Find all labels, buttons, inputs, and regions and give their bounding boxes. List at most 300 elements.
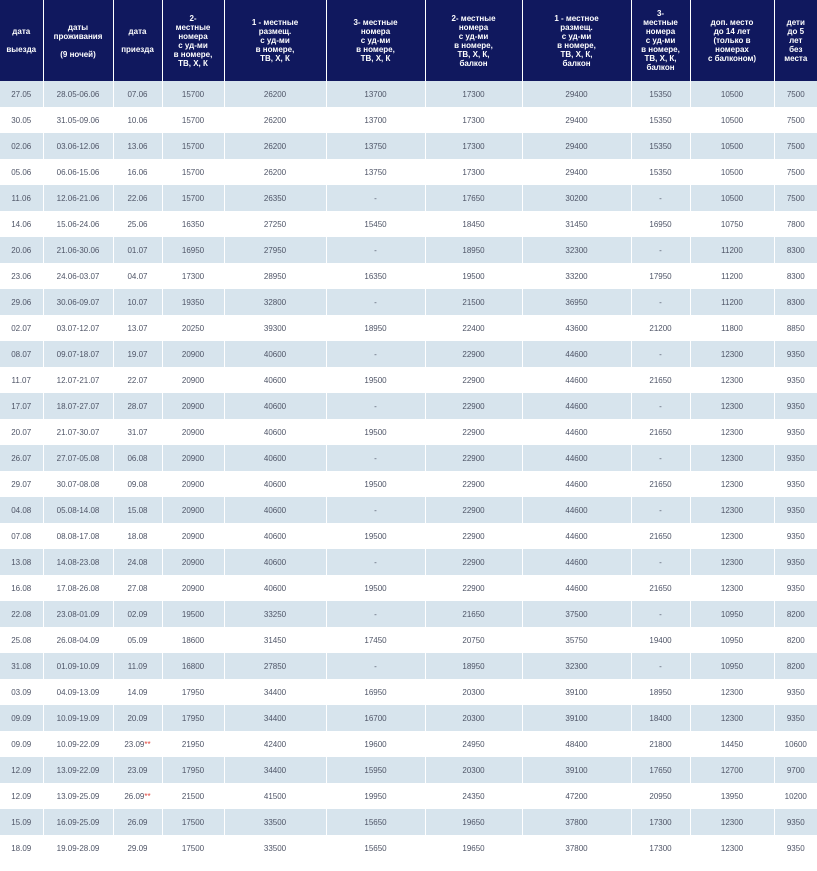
cell-value: 13.09-22.09 — [56, 765, 100, 775]
table-cell — [690, 81, 774, 107]
cell-value: 07.08 — [11, 531, 32, 541]
table-cell — [774, 211, 817, 237]
cell-value: 18.07-27.07 — [56, 401, 100, 411]
cell-value: - — [659, 505, 662, 515]
cell-value: 17300 — [462, 115, 485, 125]
cell-value: 23.09 — [124, 739, 145, 749]
cell-value: 12300 — [720, 817, 744, 827]
table-cell — [425, 731, 522, 757]
cell-value: 21200 — [649, 323, 672, 333]
table-cell — [522, 289, 631, 315]
cell-value: 19500 — [364, 583, 387, 593]
cell-value: 15950 — [364, 765, 387, 775]
cell-value: 18950 — [462, 245, 485, 255]
table-cell — [774, 289, 817, 315]
table-cell — [43, 315, 113, 341]
cell-value: 10950 — [720, 661, 744, 671]
cell-value: 25.06 — [127, 219, 148, 229]
cell-value: 27950 — [263, 245, 287, 255]
table-cell — [0, 315, 43, 341]
table-cell — [0, 81, 43, 107]
table-cell — [326, 107, 425, 133]
table-cell — [224, 289, 326, 315]
cell-value: 12300 — [720, 713, 744, 723]
cell-value: 13.08 — [11, 557, 32, 567]
cell-value: 20750 — [462, 635, 485, 645]
cell-value: 44600 — [565, 479, 588, 489]
table-cell — [326, 523, 425, 549]
cell-value: 42400 — [263, 739, 287, 749]
table-cell — [326, 601, 425, 627]
cell-value: 13.07 — [127, 323, 148, 333]
table-cell — [774, 81, 817, 107]
cell-value: 01.09-10.09 — [56, 661, 100, 671]
table-cell — [690, 445, 774, 471]
cell-value: 20.06 — [11, 245, 32, 255]
cell-value: 44600 — [565, 583, 588, 593]
table-cell — [690, 653, 774, 679]
cell-value: 21650 — [649, 531, 672, 541]
cell-value: 22900 — [462, 583, 485, 593]
table-cell — [113, 367, 162, 393]
cell-value: 13700 — [364, 89, 387, 99]
cell-value: 40600 — [263, 427, 287, 437]
cell-value: 17950 — [181, 687, 205, 697]
table-cell — [774, 679, 817, 705]
cell-value: 10950 — [720, 609, 744, 619]
table-cell — [522, 471, 631, 497]
cell-value: 31450 — [263, 635, 287, 645]
cell-value: 12300 — [720, 557, 744, 567]
table-cell — [522, 575, 631, 601]
table-cell — [522, 211, 631, 237]
cell-value: 08.08-17.08 — [56, 531, 100, 541]
cell-value: - — [374, 401, 377, 411]
cell-value: 19600 — [364, 739, 387, 749]
table-cell — [425, 835, 522, 861]
cell-value: 15700 — [181, 141, 205, 151]
cell-value: 12300 — [720, 427, 744, 437]
table-row — [0, 705, 817, 731]
cell-value: 18600 — [181, 635, 205, 645]
cell-value: 27.05 — [11, 89, 32, 99]
table-cell — [0, 289, 43, 315]
cell-value: 22900 — [462, 427, 485, 437]
table-cell — [425, 159, 522, 185]
table-cell — [0, 627, 43, 653]
cell-value: 16.06 — [127, 167, 148, 177]
table-cell — [774, 315, 817, 341]
cell-value: 15350 — [649, 115, 672, 125]
table-cell — [690, 393, 774, 419]
cell-value: 32800 — [263, 297, 287, 307]
table-cell — [690, 627, 774, 653]
cell-value: 12300 — [720, 687, 744, 697]
table-cell — [113, 523, 162, 549]
table-cell — [631, 497, 690, 523]
cell-value: 23.06 — [11, 271, 32, 281]
table-cell — [774, 549, 817, 575]
cell-value: 12300 — [720, 453, 744, 463]
cell-value: 20250 — [181, 323, 205, 333]
table-cell — [162, 523, 224, 549]
cell-value: 16800 — [181, 661, 205, 671]
cell-value: 04.08 — [11, 505, 32, 515]
cell-value: 02.06 — [11, 141, 32, 151]
cell-value: 40600 — [263, 505, 287, 515]
cell-value: 17450 — [364, 635, 387, 645]
cell-value: 47200 — [565, 791, 588, 801]
cell-value: 05.08-14.08 — [56, 505, 100, 515]
header-single-balcony: 1 - местное размещ. с уд-ми в номере, ТВ, Х, К, балкон — [522, 0, 631, 81]
cell-value: 31.07 — [127, 427, 148, 437]
cell-value: 16.09-25.09 — [56, 817, 100, 827]
cell-value: 39100 — [565, 765, 588, 775]
cell-value: 29.09 — [127, 843, 148, 853]
table-row — [0, 627, 817, 653]
table-row — [0, 471, 817, 497]
cell-value: 26.09 — [127, 817, 148, 827]
cell-value: 26.09 — [124, 791, 145, 801]
cell-value: 12300 — [720, 375, 744, 385]
cell-value: 17650 — [649, 765, 672, 775]
cell-value: 19350 — [181, 297, 205, 307]
cell-value: 17950 — [181, 713, 205, 723]
table-cell — [690, 549, 774, 575]
table-cell — [774, 757, 817, 783]
table-cell — [224, 497, 326, 523]
table-cell — [631, 263, 690, 289]
table-cell — [522, 107, 631, 133]
table-cell — [425, 211, 522, 237]
cell-value: 19500 — [364, 479, 387, 489]
cell-value: - — [659, 297, 662, 307]
table-cell — [631, 159, 690, 185]
table-cell — [631, 315, 690, 341]
table-cell — [43, 679, 113, 705]
table-row — [0, 289, 817, 315]
cell-value: 9350 — [786, 349, 805, 359]
cell-value: 43600 — [565, 323, 588, 333]
table-cell — [631, 107, 690, 133]
table-cell — [522, 133, 631, 159]
cell-value: 44600 — [565, 453, 588, 463]
cell-value: - — [374, 609, 377, 619]
cell-value: 02.09 — [127, 609, 148, 619]
cell-value: 26350 — [263, 193, 287, 203]
table-cell — [522, 185, 631, 211]
table-cell — [631, 757, 690, 783]
cell-value: 03.07-12.07 — [56, 323, 100, 333]
cell-value: 12300 — [720, 479, 744, 489]
table-cell — [326, 575, 425, 601]
table-cell — [0, 757, 43, 783]
table-cell — [522, 315, 631, 341]
table-cell — [774, 133, 817, 159]
cell-value: 7500 — [786, 141, 805, 151]
table-cell — [43, 653, 113, 679]
cell-value: 15650 — [364, 817, 387, 827]
cell-value: 12300 — [720, 531, 744, 541]
table-cell — [0, 367, 43, 393]
table-cell — [113, 445, 162, 471]
table-cell — [690, 835, 774, 861]
cell-value: 17500 — [181, 843, 205, 853]
cell-value: 8850 — [786, 323, 805, 333]
table-cell — [0, 159, 43, 185]
table-cell — [774, 575, 817, 601]
cell-value: 10750 — [720, 219, 744, 229]
table-cell — [0, 679, 43, 705]
cell-value: 34400 — [263, 765, 287, 775]
cell-value: 15700 — [181, 89, 205, 99]
table-cell — [631, 549, 690, 575]
table-cell — [631, 523, 690, 549]
table-row — [0, 185, 817, 211]
cell-value: 10500 — [720, 89, 744, 99]
table-cell — [774, 601, 817, 627]
cell-value: 37800 — [565, 817, 588, 827]
table-cell — [774, 107, 817, 133]
cell-value: 9350 — [786, 401, 805, 411]
table-cell — [224, 445, 326, 471]
table-row — [0, 601, 817, 627]
table-cell — [224, 471, 326, 497]
table-cell — [690, 523, 774, 549]
cell-value: 24.08 — [127, 557, 148, 567]
cell-value: 28.07 — [127, 401, 148, 411]
cell-value: 31.05-09.06 — [56, 115, 100, 125]
table-cell — [774, 445, 817, 471]
table-cell — [690, 341, 774, 367]
table-cell — [113, 627, 162, 653]
cell-value: 12.09 — [11, 791, 32, 801]
cell-value: - — [659, 557, 662, 567]
cell-value: 19500 — [364, 531, 387, 541]
table-cell — [162, 315, 224, 341]
cell-value: 05.09 — [127, 635, 148, 645]
cell-value: 22900 — [462, 479, 485, 489]
cell-value: 21650 — [649, 427, 672, 437]
table-cell — [113, 835, 162, 861]
table-cell — [326, 159, 425, 185]
cell-value: - — [659, 401, 662, 411]
cell-value: 22900 — [462, 401, 485, 411]
cell-value: 21650 — [649, 375, 672, 385]
table-cell — [425, 289, 522, 315]
table-cell — [326, 783, 425, 809]
table-cell — [326, 341, 425, 367]
table-cell — [631, 731, 690, 757]
cell-value: 29.06 — [11, 297, 32, 307]
cell-value: 19950 — [364, 791, 387, 801]
cell-value: 8300 — [786, 245, 805, 255]
cell-value: 44600 — [565, 531, 588, 541]
table-cell — [43, 263, 113, 289]
table-cell — [425, 627, 522, 653]
table-cell — [774, 731, 817, 757]
cell-value: 12.06-21.06 — [56, 193, 100, 203]
table-cell — [43, 393, 113, 419]
table-cell — [43, 185, 113, 211]
table-cell — [162, 185, 224, 211]
cell-value: 12.09 — [11, 765, 32, 775]
table-cell — [162, 679, 224, 705]
cell-value: 21650 — [649, 479, 672, 489]
table-cell — [43, 757, 113, 783]
cell-value: 06.06-15.06 — [56, 167, 100, 177]
table-cell — [690, 471, 774, 497]
table-cell — [113, 185, 162, 211]
table-cell — [631, 81, 690, 107]
cell-value: 20900 — [181, 583, 205, 593]
cell-value: 16.08 — [11, 583, 32, 593]
table-row — [0, 419, 817, 445]
table-cell — [113, 497, 162, 523]
table-cell — [43, 133, 113, 159]
table-cell — [162, 653, 224, 679]
table-cell — [162, 237, 224, 263]
table-cell — [0, 419, 43, 445]
table-cell — [326, 237, 425, 263]
cell-value: 15.06-24.06 — [56, 219, 100, 229]
table-cell — [43, 237, 113, 263]
table-cell — [690, 107, 774, 133]
table-cell — [162, 627, 224, 653]
cell-value: 18.09 — [11, 843, 32, 853]
table-cell — [425, 107, 522, 133]
cell-value: 32300 — [565, 661, 588, 671]
table-cell — [224, 211, 326, 237]
cell-value: 33250 — [263, 609, 287, 619]
table-cell — [0, 653, 43, 679]
table-cell — [774, 185, 817, 211]
cell-value: 14.09 — [127, 687, 148, 697]
table-cell — [326, 185, 425, 211]
cell-value: 17.08-26.08 — [56, 583, 100, 593]
cell-value: 14.06 — [11, 219, 32, 229]
table-cell — [522, 237, 631, 263]
table-cell — [0, 601, 43, 627]
cell-value: 24950 — [462, 739, 485, 749]
table-cell — [690, 211, 774, 237]
cell-value: 22.07 — [127, 375, 148, 385]
table-cell — [162, 159, 224, 185]
table-cell — [224, 263, 326, 289]
table-cell — [326, 445, 425, 471]
header-children: дети до 5 лет без места — [774, 0, 817, 81]
cell-value: 44600 — [565, 375, 588, 385]
table-cell — [631, 835, 690, 861]
cell-value: 04.09-13.09 — [56, 687, 100, 697]
table-cell — [522, 497, 631, 523]
cell-value: 22900 — [462, 531, 485, 541]
table-cell — [326, 679, 425, 705]
cell-value: 12300 — [720, 349, 744, 359]
cell-value: - — [659, 609, 662, 619]
cell-value: 20900 — [181, 349, 205, 359]
table-cell — [0, 809, 43, 835]
table-cell — [224, 341, 326, 367]
cell-value: 18950 — [649, 687, 672, 697]
cell-value: 33500 — [263, 817, 287, 827]
cell-value: 9350 — [786, 713, 805, 723]
cell-value: 22.08 — [11, 609, 32, 619]
table-cell — [113, 783, 162, 809]
table-cell — [774, 809, 817, 835]
cell-value: 07.06 — [127, 89, 148, 99]
cell-value: 20300 — [462, 765, 485, 775]
table-cell — [326, 419, 425, 445]
table-cell — [774, 237, 817, 263]
cell-value: 22900 — [462, 375, 485, 385]
table-cell — [113, 731, 162, 757]
table-cell — [43, 159, 113, 185]
cell-value: 20900 — [181, 375, 205, 385]
table-cell — [326, 757, 425, 783]
table-cell — [522, 159, 631, 185]
cell-value: 39100 — [565, 713, 588, 723]
table-cell — [224, 653, 326, 679]
cell-value: 9350 — [786, 843, 805, 853]
table-cell — [425, 393, 522, 419]
table-cell — [224, 419, 326, 445]
table-cell — [522, 705, 631, 731]
cell-value: 9350 — [786, 505, 805, 515]
cell-value: 37500 — [565, 609, 588, 619]
table-cell — [425, 237, 522, 263]
table-cell — [690, 731, 774, 757]
cell-value: 40600 — [263, 453, 287, 463]
table-cell — [0, 237, 43, 263]
table-cell — [43, 523, 113, 549]
table-cell — [631, 653, 690, 679]
cell-value: 17300 — [462, 89, 485, 99]
table-cell — [43, 809, 113, 835]
table-cell — [631, 341, 690, 367]
table-row — [0, 445, 817, 471]
table-cell — [690, 237, 774, 263]
cell-value: 40600 — [263, 349, 287, 359]
table-cell — [0, 133, 43, 159]
cell-value: 15650 — [364, 843, 387, 853]
cell-value: - — [659, 193, 662, 203]
cell-value: 12700 — [720, 765, 744, 775]
cell-value: 20300 — [462, 713, 485, 723]
table-cell — [690, 601, 774, 627]
cell-value: 26200 — [263, 115, 287, 125]
cell-value: 13.06 — [127, 141, 148, 151]
cell-value: 20900 — [181, 557, 205, 567]
cell-value: 02.07 — [11, 323, 32, 333]
table-cell — [326, 81, 425, 107]
table-cell — [425, 809, 522, 835]
cell-value: 17500 — [181, 817, 205, 827]
table-cell — [162, 367, 224, 393]
cell-value: 9350 — [786, 375, 805, 385]
table-cell — [162, 289, 224, 315]
cell-value: 19650 — [462, 843, 485, 853]
cell-value: 16950 — [181, 245, 205, 255]
cell-value: 08.07 — [11, 349, 32, 359]
table-cell — [113, 341, 162, 367]
table-cell — [224, 627, 326, 653]
cell-value: 10.07 — [127, 297, 148, 307]
cell-value: 19.07 — [127, 349, 148, 359]
cell-value: 13950 — [720, 791, 744, 801]
table-cell — [522, 757, 631, 783]
table-cell — [326, 809, 425, 835]
